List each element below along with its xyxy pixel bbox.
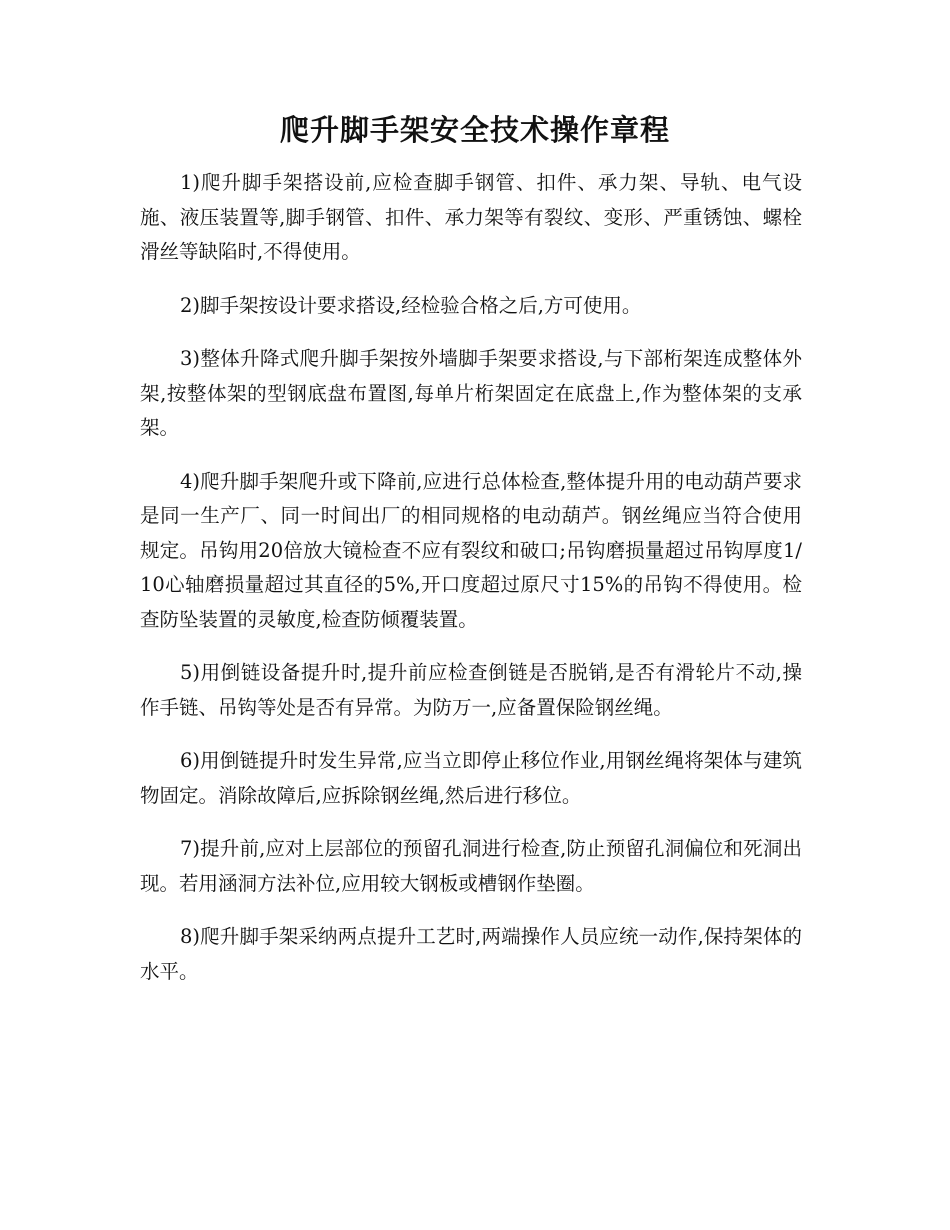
document-title: 爬升脚手架安全技术操作章程: [279, 113, 670, 147]
document-body: [140, 166, 802, 1008]
paragraph-6: 6)用倒链提升时发生异常,应当立即停止移位作业,用钢丝绳将架体与建筑物固定。消除故障后,应拆除钢丝绳,然后进行移位。: [140, 749, 802, 807]
paragraph-1: 1)爬升脚手架搭设前,应检查脚手钢管、扣件、承力架、导轨、电气设施、液压装置等,脚手钢管、扣件、承力架等有裂纹、变形、严重锈蚀、螺栓滑丝等缺陷时,不得使用。: [140, 171, 802, 263]
paragraph-7: 7)提升前,应对上层部位的预留孔洞进行检查,防止预留孔洞偏位和死洞出现。若用涵洞方法补位,应用较大钢板或槽钢作垫圈。: [140, 837, 802, 895]
paragraph-3: 3)整体升降式爬升脚手架按外墙脚手架要求搭设,与下部桁架连成整体外架,按整体架的型钢底盘布置图,每单片桁架固定在底盘上,作为整体架的支承架。: [140, 347, 802, 439]
paragraph-2: 2)脚手架按设计要求搭设,经检验合格之后,方可使用。: [180, 293, 642, 317]
paragraph-5: 5)用倒链设备提升时,提升前应检查倒链是否脱销,是否有滑轮片不动,操作手链、吊钩等处是否有异常。为防万一,应备置保险钢丝绳。: [140, 661, 802, 719]
paragraph-4: 4)爬升脚手架爬升或下降前,应进行总体检查,整体提升用的电动葫芦要求是同一生产厂、同一时间出厂的相同规格的电动葫芦。钢丝绳应当符合使用规定。吊钩用20倍放大镜检查不应有裂纹和破口;吊钩磨损量超过吊钩厚度1/10心轴磨损量超过其直径的5%,开口度超过原尺寸15%的吊钩不得使用。检查防坠装置的灵敏度,检查防倾覆装置。: [140, 469, 802, 631]
paragraph-8: 8)爬升脚手架采纳两点提升工艺时,两端操作人员应统一动作,保持架体的水平。: [140, 925, 802, 983]
